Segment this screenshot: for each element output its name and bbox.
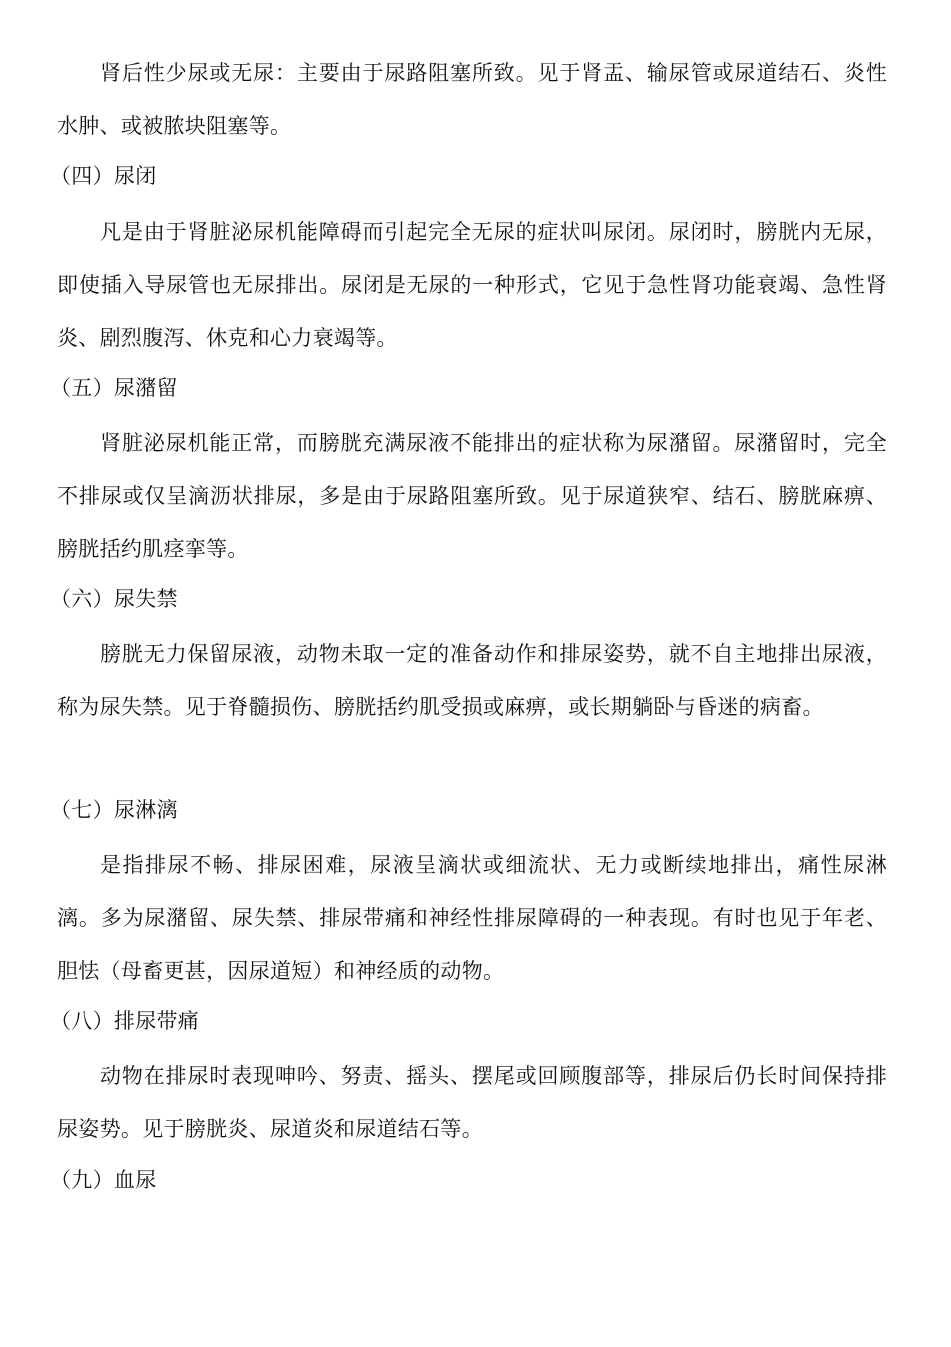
section-heading-6: （六）尿失禁 — [50, 587, 178, 611]
intro-paragraph: 肾后性少尿或无尿：主要由于尿路阻塞所致。见于肾盂、输尿管或尿道结石、炎性水肿、或被脓块阻塞等。 — [57, 61, 887, 138]
section-heading-7: （七）尿淋漓 — [50, 798, 178, 822]
section-heading-9: （九）血尿 — [50, 1168, 157, 1192]
section-heading-8: （八）排尿带痛 — [50, 1009, 200, 1033]
section-body-4: 凡是由于肾脏泌尿机能障碍而引起完全无尿的症状叫尿闭。尿闭时，膀胱内无尿，即使插入导尿管也无尿排出。尿闭是无尿的一种形式，它见于急性肾功能衰竭、急性肾炎、剧烈腹泻、休克和心力衰竭等。 — [57, 220, 887, 350]
section-body-5: 肾脏泌尿机能正常，而膀胱充满尿液不能排出的症状称为尿潴留。尿潴留时，完全不排尿或仅呈滴沥状排尿，多是由于尿路阻塞所致。见于尿道狭窄、结石、膀胱麻痹、膀胱括约肌痉挛等。 — [57, 431, 887, 561]
section-body-7: 是指排尿不畅、排尿困难，尿液呈滴状或细流状、无力或断续地排出，痛性尿淋漓。多为尿潴留、尿失禁、排尿带痛和神经性排尿障碍的一种表现。有时也见于年老、胆怯（母畜更甚，因尿道短）和神经质的动物。 — [57, 853, 887, 983]
section-heading-4: （四）尿闭 — [50, 164, 157, 188]
section-body-8: 动物在排尿时表现呻吟、努责、摇头、摆尾或回顾腹部等，排尿后仍长时间保持排尿姿势。见于膀胱炎、尿道炎和尿道结石等。 — [57, 1064, 887, 1141]
section-body-6: 膀胱无力保留尿液，动物未取一定的准备动作和排尿姿势，就不自主地排出尿液，称为尿失禁。见于脊髓损伤、膀胱括约肌受损或麻痹，或长期躺卧与昏迷的病畜。 — [57, 642, 887, 719]
section-heading-5: （五）尿潴留 — [50, 376, 178, 400]
